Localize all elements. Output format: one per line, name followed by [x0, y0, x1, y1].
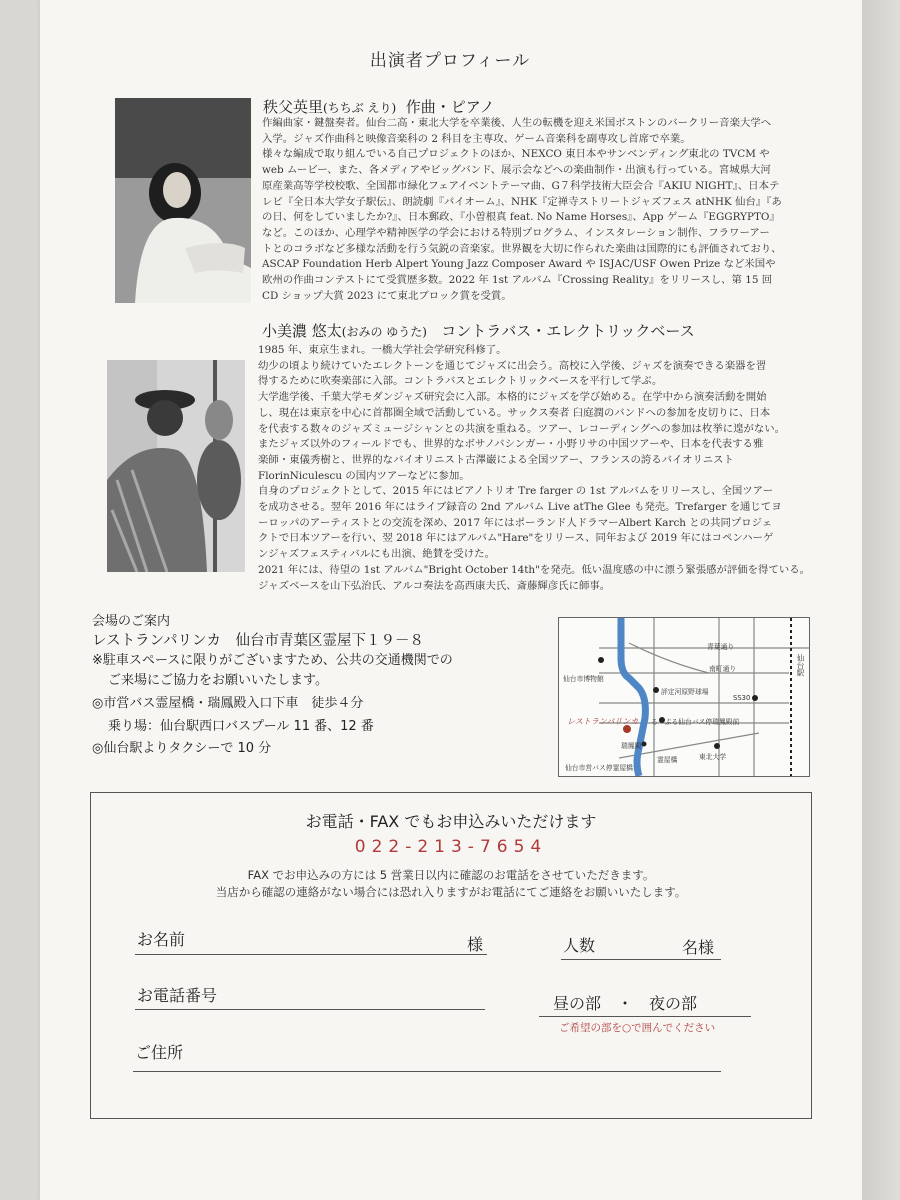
bio-line: ンジャズフェスティバルにも出演、絶賛を受けた。	[258, 548, 495, 561]
map-label-restaurant: レストランパリンカ	[567, 717, 639, 726]
form-heading: お電話・FAX でもお申込みいただけます	[305, 812, 597, 831]
bio-line: 様々な編成で取り組んでいる自己プロジェクトのほか、NEXCO 東日本やサンベンディング東北の TVCM や	[262, 148, 770, 161]
bio-line: レビ『全日本大学女子駅伝』、朗読劇『パイオーム』、NHK『定禅寺ストリートジャズフェス atNHK 仙台』『あ	[262, 195, 782, 208]
map-label-city-museum: 仙台市博物館	[563, 675, 604, 683]
map-label-minamimachi-dori: 南町通り	[709, 665, 737, 673]
map-label-tohoku-univ: 東北大学	[699, 753, 727, 761]
bio-line: 入学。ジャズ作曲科と映像音楽科の 2 科目を主専攻、ゲーム音楽科を副専攻し首席で卒業。	[262, 132, 691, 145]
bio-line: 大学進学後、千葉大学モダンジャズ研究会に入部。本格的にジャズを学び始める。在学中から演奏活動を開始	[258, 391, 767, 404]
form-note-2: 当店から確認の連絡がない場合には恐れ入りますがお電話にてご連絡をお願いいたします。	[215, 885, 687, 899]
session-options[interactable]: 昼の部 ・ 夜の部	[553, 994, 698, 1013]
page-edge-shadow	[862, 0, 900, 1200]
performer-1-role: 作曲・ピアノ	[405, 98, 495, 116]
count-label: 人数	[563, 936, 596, 955]
count-suffix: 名様	[682, 938, 715, 957]
name-suffix: 様	[467, 935, 484, 954]
bio-line: クトで日本ツアーを行い、翌 2018 年にはアルバム"Hare"をリリース、同年および 2019 年にはコペンハーゲ	[258, 532, 774, 545]
map-label-zuihoden: 瑞鳳殿	[621, 742, 642, 750]
venue-info	[92, 612, 512, 759]
bio-line: またジャズ以外のフィールドでも、世界的なボサノバシンガー・小野リサの中国ツアーや、日本を代表する雅	[258, 438, 764, 451]
map-label-city-bus-stop: 仙台市営バス停霊屋橋	[565, 764, 633, 772]
map-label-sendai-station: 仙台駅	[796, 654, 805, 677]
performer-1-reading: (ちちぶ えり)	[323, 101, 397, 115]
name-label: お名前	[137, 930, 186, 949]
performer-2-bio	[258, 343, 810, 594]
bus-access: ◎市営バス霊屋橋・瑞鳳殿入口下車 徒歩４分	[92, 696, 364, 711]
map-label-otamayabashi: 霊屋橋	[657, 756, 678, 764]
bio-line: web ムービー、また、各メディアやビッグバンド、展示会などへの楽曲制作・出演も行っている。宮城県大河	[262, 164, 771, 177]
bio-line: 自身のプロジェクトとして、2015 年にはピアノトリオ Tre farger の 1st アルバムをリリースし、全国ツアー	[258, 485, 774, 498]
session-hint: ご希望の部を○で囲んでください	[559, 1022, 716, 1034]
performer-1-bio	[262, 116, 810, 304]
address-field-line[interactable]	[133, 1071, 721, 1072]
performer-2-role: コントラバス・エレクトリックベース	[441, 322, 695, 340]
bio-line: 楽師・東儀秀樹と、世界的なバイオリニスト古澤巌による全国ツアー、フランスの誇るバイオリニスト	[258, 453, 734, 466]
performer-2-reading: (おみの ゆうた)	[341, 325, 427, 339]
bio-line: を代表する数々のジャズミュージシャンとの共演を重ねる。ツアー、レコーディングへの参加は枚挙に遑がない。	[258, 422, 786, 435]
bio-line: FlorinNiculescu の国内ツアーなどに参加。	[258, 469, 470, 482]
venue-heading: 会場のご案内	[92, 614, 171, 629]
application-form	[90, 792, 812, 1119]
bio-line: 原産業高等学校校歌、全国都市緑化フェアイベントテーマ曲、G７科学技術大臣会合『AKIU NIGHT』、日本テ	[262, 179, 780, 192]
form-phone-number: 022-213-7654	[354, 837, 548, 857]
bio-line: の日、何をしていましたか?』、日本郵政、『小曽根真 feat. No Name Horses』、App ゲーム『EGGRYPTO』	[262, 211, 780, 224]
bio-line: トとのコラボなど多様な活動を行う気鋭の音楽家。世界観を大切に作られた楽曲は国際的にも評価されており、	[262, 242, 782, 255]
map-label-hyojogawara: 評定河原野球場	[661, 688, 709, 696]
performer-1-name: 秩父英里	[263, 98, 324, 116]
parking-note-2: ご来場にご協力をお願いいたします。	[108, 672, 328, 688]
name-field-line[interactable]	[135, 954, 487, 955]
phone-label: お電話番号	[137, 986, 218, 1005]
form-note-1: FAX でお申込みの方には 5 営業日以内に確認のお電話をさせていただきます。	[247, 868, 655, 882]
bio-line: 2021 年には、待望の 1st アルバム"Bright October 14th"を発売。低い温度感の中に漂う緊張感が評価を得ている。	[258, 563, 811, 576]
performer-1-photo	[115, 98, 251, 303]
performer-2-name: 小美濃 悠太	[262, 322, 342, 340]
address-label: ご住所	[135, 1043, 184, 1062]
bio-line: 幼少の頃より続けていたエレクトーンを通じてジャズに出会う。高校に入学後、ジャズを演奏できる楽器を習	[258, 359, 767, 372]
session-field-line	[539, 1016, 751, 1017]
bio-line: ーロッパのアーティストとの交流を深め、2017 年にはポーランド人ドラマーAlbert Karch との共同プロジェ	[258, 516, 773, 529]
performer-1-name-line	[263, 96, 495, 117]
phone-field-line[interactable]	[135, 1009, 485, 1010]
bio-line: を成功させる。翌年 2016 年にはライブ録音の 2nd アルバム Live atThe Glee も発売。Trefarger を通じてヨ	[258, 501, 782, 514]
taxi-access: ◎仙台駅よりタクシーで 10 分	[92, 741, 272, 756]
map-label-loople-stop: る－ぷる仙台バス停瑞鳳殿前	[651, 718, 740, 726]
bio-line: 欧州の作曲コンテストにて受賞歴多数。2022 年 1st アルバム『Crossing Reality』をリリースし、第 15 回	[262, 274, 773, 287]
bio-line: 作編曲家・鍵盤奏者。仙台二高・東北大学を卒業後、人生の転機を迎え米国ボストンのバークリー音楽大学へ	[262, 117, 772, 129]
performer-2-name-line	[262, 320, 695, 341]
bio-line: 得するために吹奏楽部に入部。コントラバスとエレクトリックベースを平行して学ぶ。	[258, 375, 663, 388]
bio-line: など。このほか、心理学や精神医学の学会における特別プログラム、インスタレーション制作、フラワーアー	[262, 226, 770, 239]
bio-line: ジャズベースを山下弘治氏、アルコ奏法を高西康夫氏、斎藤輝彦氏に師事。	[258, 579, 611, 592]
count-field-line[interactable]	[561, 959, 721, 960]
parking-note-1: ※駐車スペースに限りがございますため、公共の交通機関での	[92, 653, 453, 668]
page-title: 出演者プロフィール	[369, 51, 531, 71]
bus-stop-info: 乗り場：仙台駅西口バスプール 11 番、12 番	[108, 718, 374, 734]
bio-line: し、現在は東京を中心に首都圏全域で活動している。サックス奏者 臼庭潤のバンドへの参加を皮切りに、日本	[258, 406, 771, 419]
map-label-ss30: SS30	[733, 694, 751, 702]
bio-line: CD ショップ大賞 2023 にて東北ブロック賞を受賞。	[262, 289, 512, 302]
access-map	[558, 617, 810, 777]
venue-name-address: レストランパリンカ 仙台市青葉区霊屋下１９－８	[92, 632, 425, 649]
performer-2-photo	[107, 360, 245, 572]
map-label-aoba-dori: 青葉通り	[707, 643, 735, 651]
bio-line: ASCAP Foundation Herb Alpert Young Jazz Composer Award や ISJAC/USF Owen Prize など米国や	[262, 258, 776, 271]
bio-line: 1985 年、東京生まれ。一橋大学社会学研究科修了。	[258, 344, 507, 356]
